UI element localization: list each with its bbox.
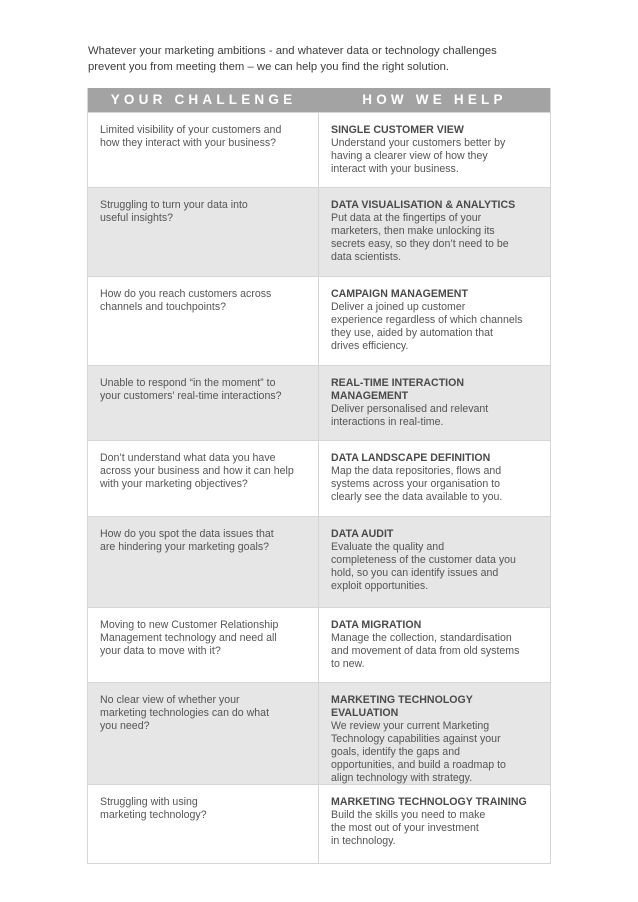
table-header bbox=[88, 88, 550, 112]
help-title: SINGLE CUSTOMER VIEW bbox=[331, 124, 464, 136]
help-title: MARKETING TECHNOLOGY TRAINING bbox=[331, 796, 527, 808]
table-row bbox=[88, 516, 550, 607]
help-cell bbox=[319, 441, 550, 516]
table-row bbox=[88, 607, 550, 682]
help-cell bbox=[319, 785, 550, 863]
table-row bbox=[88, 187, 550, 276]
help-description: Put data at the fingertips of your marketers, then make unlocking its secrets easy, so they don’t need to be data scientists. bbox=[331, 212, 509, 263]
intro-text: Whatever your marketing ambitions - and whatever data or technology challenges prevent you from meeting them – we can help you find the right solution. bbox=[88, 45, 497, 73]
help-description: Map the data repositories, flows and systems across your organisation to clearly see the data available to you. bbox=[331, 465, 503, 503]
challenge-cell: Moving to new Customer Relationship Management technology and need all your data to move with it? bbox=[88, 608, 319, 682]
header-how-we-help: HOW WE HELP bbox=[362, 92, 507, 107]
help-description: Build the skills you need to make the most out of your investment in technology. bbox=[331, 809, 486, 847]
table-row bbox=[88, 276, 550, 365]
challenge-cell: Struggling to turn your data into useful insights? bbox=[88, 188, 319, 276]
challenge-cell: Limited visibility of your customers and how they interact with your business? bbox=[88, 113, 319, 187]
help-description: Deliver a joined up customer experience regardless of which channels they use, aided by automation that drives efficiency. bbox=[331, 301, 523, 352]
help-title: CAMPAIGN MANAGEMENT bbox=[331, 288, 468, 300]
help-cell bbox=[319, 608, 550, 682]
challenge-cell: Unable to respond “in the moment” to your customers’ real-time interactions? bbox=[88, 366, 319, 440]
table-row bbox=[88, 440, 550, 516]
challenge-cell: Struggling with using marketing technology? bbox=[88, 785, 319, 863]
help-cell bbox=[319, 683, 550, 784]
help-description: We review your current Marketing Technology capabilities against your goals, identify the gaps and opportunities, and build a roadmap to align technology with strategy. bbox=[331, 720, 506, 784]
help-title: DATA VISUALISATION & ANALYTICS bbox=[331, 199, 516, 211]
help-title: REAL-TIME INTERACTION MANAGEMENT bbox=[331, 377, 465, 402]
table-row bbox=[88, 682, 550, 784]
help-cell bbox=[319, 366, 550, 440]
help-title: MARKETING TECHNOLOGY EVALUATION bbox=[331, 694, 473, 719]
table-row bbox=[88, 365, 550, 440]
challenge-cell: How do you reach customers across channels and touchpoints? bbox=[88, 277, 319, 365]
help-cell bbox=[319, 188, 550, 276]
help-cell bbox=[319, 277, 550, 365]
challenge-help-table bbox=[87, 88, 551, 864]
help-title: DATA LANDSCAPE DEFINITION bbox=[331, 452, 491, 464]
help-title: DATA MIGRATION bbox=[331, 619, 422, 631]
help-description: Evaluate the quality and completeness of the customer data you hold, so you can identify issues and exploit opportunities. bbox=[331, 541, 516, 592]
help-title: DATA AUDIT bbox=[331, 528, 394, 540]
challenge-cell: Don’t understand what data you have across your business and how it can help with your marketing objectives? bbox=[88, 441, 319, 516]
table-row bbox=[88, 784, 550, 863]
challenge-cell: How do you spot the data issues that are hindering your marketing goals? bbox=[88, 517, 319, 607]
help-cell bbox=[319, 113, 550, 187]
table-row bbox=[88, 112, 550, 187]
help-cell bbox=[319, 517, 550, 607]
help-description: Understand your customers better by having a clearer view of how they interact with your business. bbox=[331, 137, 506, 175]
header-your-challenge: YOUR CHALLENGE bbox=[110, 92, 297, 107]
help-description: Deliver personalised and relevant interactions in real-time. bbox=[331, 403, 489, 428]
challenge-cell: No clear view of whether your marketing technologies can do what you need? bbox=[88, 683, 319, 784]
help-description: Manage the collection, standardisation and movement of data from old systems to new. bbox=[331, 632, 520, 670]
